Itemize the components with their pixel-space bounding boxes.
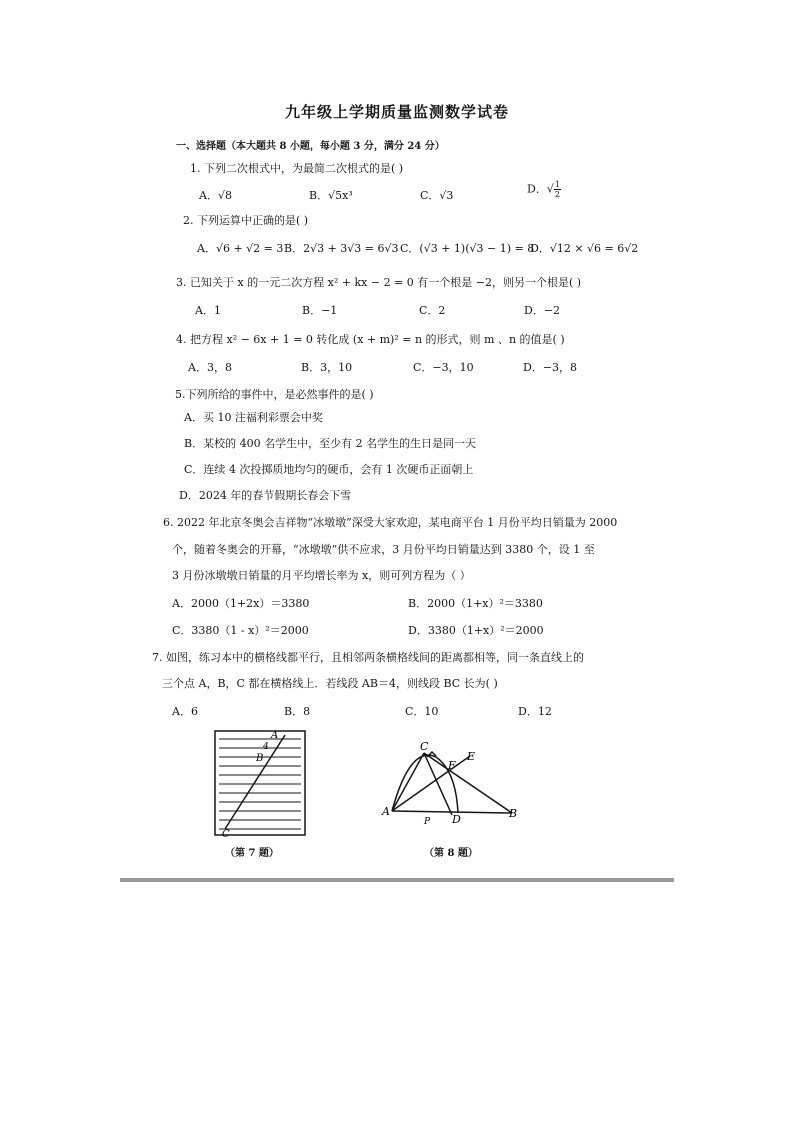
- q3-option-d: D．−2: [524, 304, 561, 317]
- q4-option-a: A．3，8: [188, 361, 232, 374]
- fig8-label-p: P: [424, 817, 431, 827]
- q1-stem: 1. 下列二次根式中，为最简二次根式的是( ): [190, 162, 404, 175]
- q5-option-d: D．2024 年的春节假期长春会下雪: [179, 489, 352, 502]
- q7-option-b: B．8: [284, 705, 311, 718]
- figure-8-caption: （第 8 题）: [424, 848, 478, 859]
- q6-stem-line1: 6. 2022 年北京冬奥会吉祥物“冰墩墩”深受大家欢迎，某电商平台 1 月份平均日销量为 2000: [163, 516, 618, 529]
- q5-stem: 5.下列所给的事件中，是必然事件的是( ): [175, 388, 374, 401]
- q3-option-c: C．2: [419, 304, 446, 317]
- fig8-label-e: E: [467, 750, 476, 763]
- q7-option-c: C．10: [405, 705, 439, 718]
- q6-option-a: A．2000（1+2x）＝3380: [172, 597, 310, 610]
- section-header: 一、选择题（本大题共 8 小题，每小题 3 分，满分 24 分）: [176, 141, 445, 152]
- q7-stem-line1: 7. 如图，练习本中的横格线都平行，且相邻两条横格线间的距离都相等，同一条直线上的: [152, 651, 584, 664]
- q2-option-c: C．(√3 + 1)(√3 − 1) = 8: [400, 242, 535, 255]
- q6-option-d: D．3380（1+x）²＝2000: [408, 624, 544, 637]
- q4-stem: 4. 把方程 x² − 6x + 1 = 0 转化成 (x + m)² = n 的形式，则 m 、n 的值是( ): [176, 333, 565, 346]
- q5-option-c: C．连续 4 次投掷质地均匀的硬币，会有 1 次硬币正面朝上: [184, 463, 474, 476]
- q2-stem: 2. 下列运算中正确的是( ): [183, 214, 309, 227]
- q7-stem-line2: 三个点 A，B，C 都在横格线上．若线段 AB＝4，则线段 BC 长为( ): [162, 677, 498, 690]
- ray-ae: [392, 756, 470, 811]
- q3-option-b: B．−1: [302, 304, 338, 317]
- figure-7-notebook: [205, 725, 315, 840]
- fig8-label-b: B: [509, 807, 518, 820]
- fig7-label-4: 4: [263, 742, 269, 752]
- q1-option-b: B．√5x³: [309, 189, 353, 202]
- fig8-label-d: D: [452, 813, 461, 826]
- figure-8-triangle: [378, 735, 528, 827]
- line-abc: [225, 735, 285, 829]
- q1-option-a: A．√8: [199, 189, 232, 202]
- fig7-label-c: C: [222, 829, 230, 840]
- q5-option-b: B．某校的 400 名学生中，至少有 2 名学生的生日是同一天: [184, 437, 477, 450]
- q4-option-c: C．−3，10: [413, 361, 474, 374]
- fig7-label-a: A: [271, 730, 279, 741]
- q3-option-a: A．1: [195, 304, 221, 317]
- q2-option-a: A．√6 + √2 = 3: [197, 242, 284, 255]
- q6-option-c: C．3380（1 - x）²＝2000: [172, 624, 309, 637]
- q5-option-a: A．买 10 注福利彩票会中奖: [184, 411, 323, 424]
- page-divider: [120, 878, 674, 882]
- q1-option-d: D．√ $\frac{1}{2}$: [527, 180, 560, 199]
- q7-option-a: A．6: [172, 705, 198, 718]
- q3-stem: 3. 已知关于 x 的一元二次方程 x² + kx − 2 = 0 有一个根是 −2，则另一个根是( ): [176, 276, 582, 289]
- notebook-border: [215, 731, 305, 835]
- fig8-label-c: C: [420, 740, 429, 753]
- q4-option-d: D．−3，8: [523, 361, 578, 374]
- q2-option-d: D．√12 × √6 = 6√2: [530, 242, 639, 255]
- fig7-label-b: B: [256, 753, 264, 764]
- fig8-label-f: F: [448, 759, 456, 772]
- figure-7-caption: （第 7 题）: [225, 848, 279, 859]
- q2-option-b: B．2√3 + 3√3 = 6√3: [284, 242, 399, 255]
- q6-option-b: B．2000（1+x）²＝3380: [408, 597, 543, 610]
- q6-stem-line2: 个，随着冬奥会的开幕，“冰墩墩”供不应求，3 月份平均日销量达到 3380 个，设 1 至: [172, 543, 595, 556]
- page-title: 九年级上学期质量监测数学试卷: [284, 103, 509, 121]
- q7-option-d: D．12: [518, 705, 552, 718]
- q4-option-b: B．3，10: [301, 361, 353, 374]
- fig8-label-a: A: [382, 805, 390, 818]
- q6-stem-line3: 3 月份冰墩墩日销量的月平均增长率为 x，则可列方程为（ ）: [172, 569, 471, 582]
- q1-option-c: C．√3: [420, 189, 454, 202]
- segment-ac: [392, 753, 424, 811]
